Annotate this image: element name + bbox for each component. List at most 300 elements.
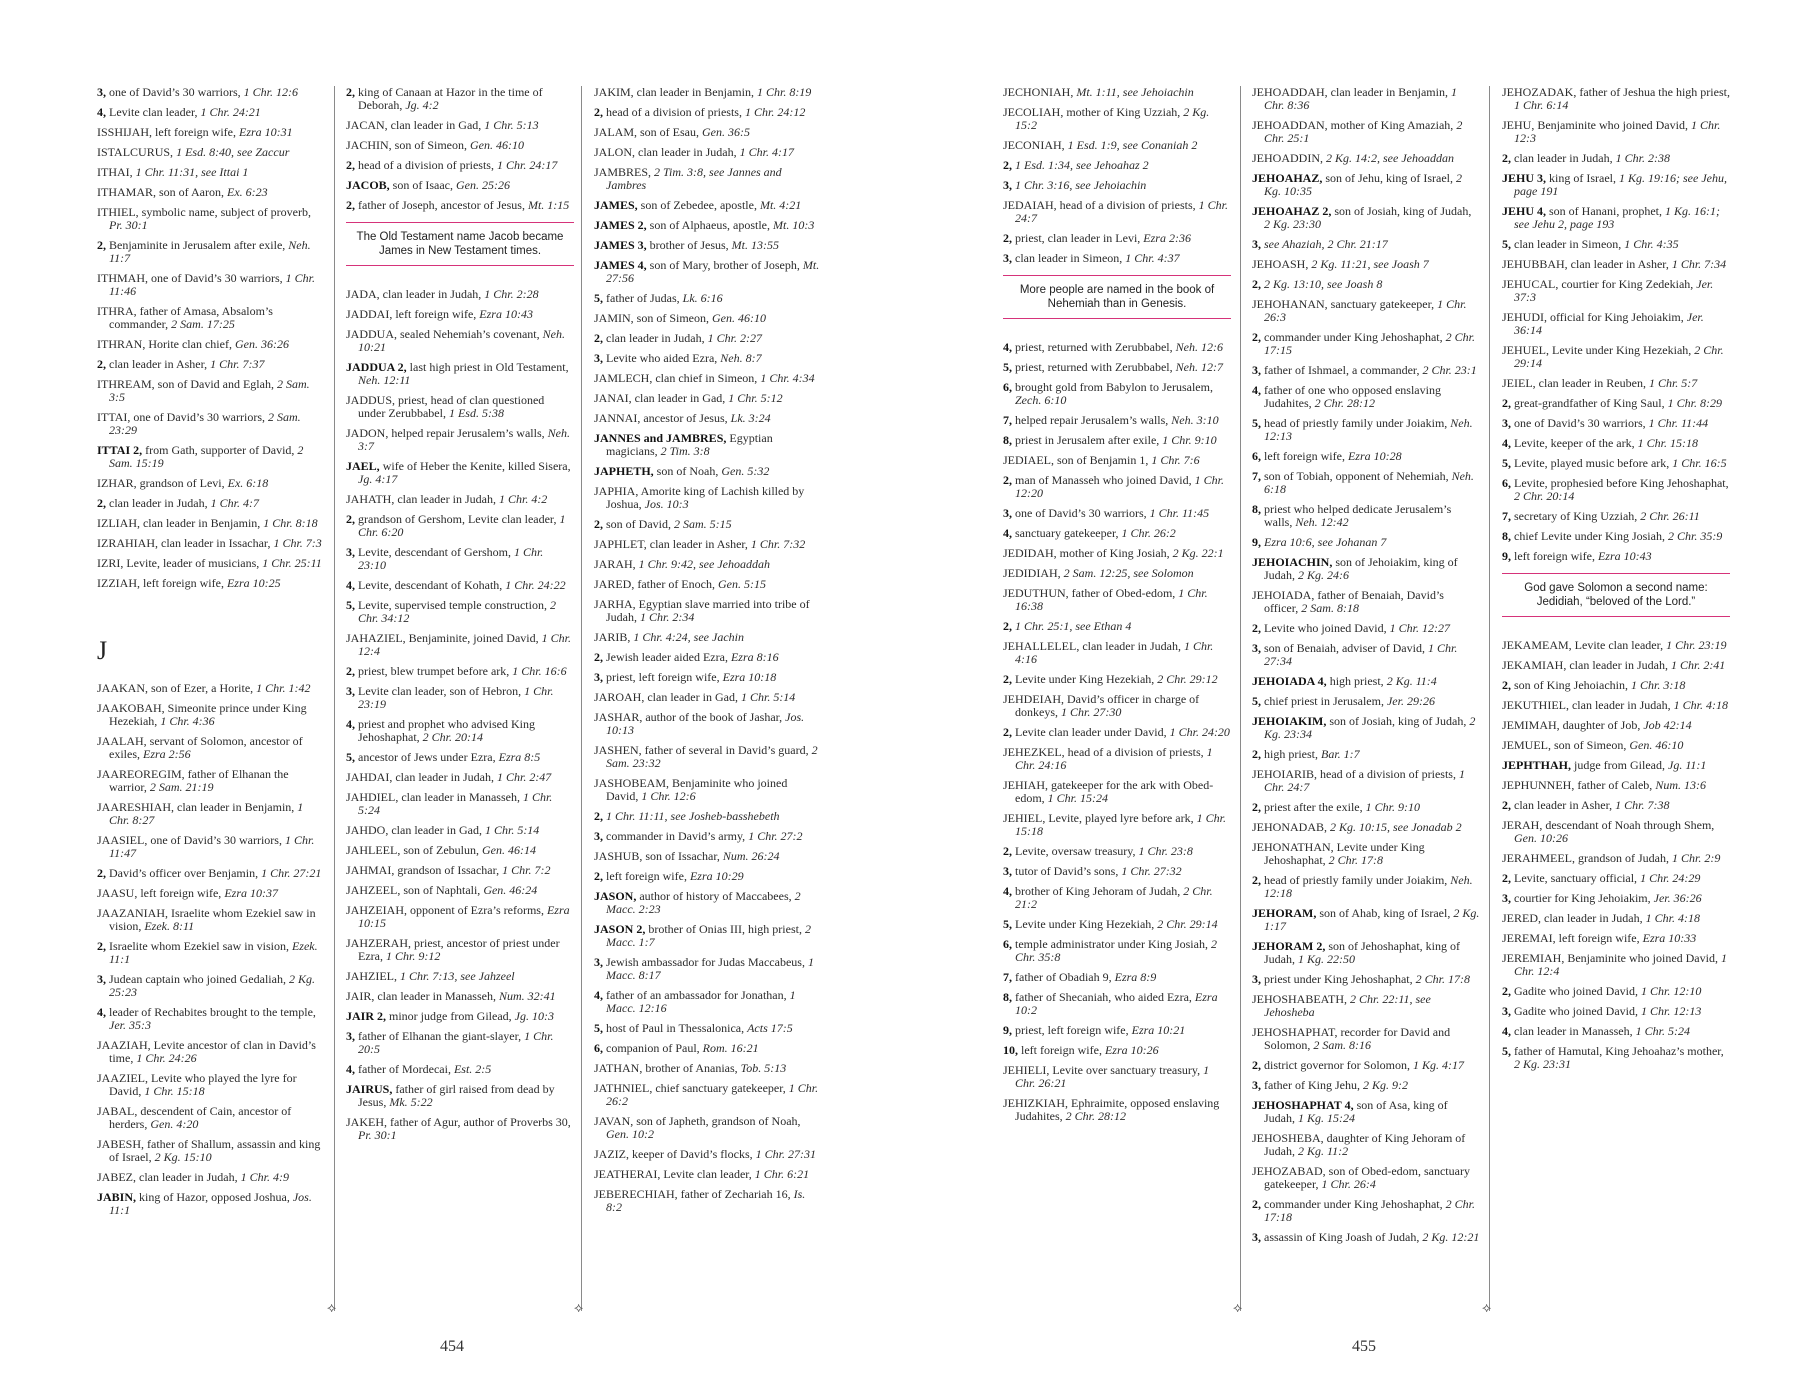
sidebar-note: More people are named in the book of Nehemiah than in Genesis.: [1003, 275, 1231, 319]
entry-number: JEHORAM,: [1252, 906, 1317, 920]
entry-text: son of Jehu, king of Israel,: [1322, 171, 1456, 185]
scripture-reference: Num. 13:6: [1655, 778, 1706, 792]
dictionary-entry: [1502, 397, 1730, 410]
dictionary-entry: [1502, 86, 1730, 112]
scripture-reference: 1 Chr. 11:45: [1149, 506, 1210, 520]
entry-text: temple administrator under King Josiah,: [1012, 937, 1211, 951]
entry-text: ISSHIJAH, left foreign wife,: [97, 125, 239, 139]
scripture-reference: 2 Kg. 11:2: [1298, 1144, 1349, 1158]
dictionary-entry: [1252, 874, 1480, 900]
entry-text: JERAH, descendant of Noah through Shem,: [1502, 818, 1715, 832]
entry-text: priest in Jerusalem after exile,: [1012, 433, 1163, 447]
scripture-reference: Mt. 4:21: [759, 198, 802, 212]
scripture-reference: Ezra 2:36: [1143, 231, 1191, 245]
entry-text: son of Jehoiakim, king of Judah,: [1264, 555, 1458, 582]
entry-text: JAHZIEL,: [346, 969, 400, 983]
dictionary-entry: [97, 358, 325, 371]
entry-text: king of Hazor, opposed Joshua,: [136, 1190, 293, 1204]
entry-number: 7,: [1252, 469, 1261, 483]
dictionary-entry: [97, 1072, 325, 1098]
scripture-reference: Ezra 10:43: [479, 307, 533, 321]
entry-text: clan leader in Judah,: [1511, 151, 1616, 165]
entry-text: father of Judas,: [603, 291, 683, 305]
entry-number: 4,: [1502, 436, 1511, 450]
entry-number: 2,: [1502, 151, 1511, 165]
scripture-reference: 2 Sam. 23:32: [606, 743, 818, 770]
dictionary-entry: [97, 557, 325, 570]
dictionary-entry: [346, 427, 574, 453]
dictionary-entry: [1003, 812, 1231, 838]
entry-text: son of Zebedee, apostle,: [637, 198, 760, 212]
scripture-reference: 2 Sam. 21:19: [149, 780, 214, 794]
dictionary-entry: [346, 493, 574, 506]
scripture-reference: see Ahaziah, 2 Chr. 21:17: [1264, 237, 1388, 251]
dictionary-entry: [97, 1039, 325, 1065]
scripture-reference: 1 Esd. 1:9, see Conaniah 2: [1067, 138, 1198, 152]
scripture-reference: 2 Kg. 22:1: [1172, 546, 1224, 560]
entry-text: JEHOZADAK, father of Jeshua the high priest,: [1502, 85, 1730, 99]
entry-text: JEHIZKIAH, Ephraimite, opposed enslaving Judahites,: [1003, 1096, 1220, 1123]
dictionary-entry: [1502, 530, 1730, 543]
entry-number: 2,: [97, 238, 106, 252]
entry-number: JACOB,: [346, 178, 390, 192]
entry-text: JAAKOBAH, Simeonite prince under King Hezekiah,: [97, 701, 307, 728]
entry-number: 2,: [594, 809, 603, 823]
entry-number: 3,: [594, 829, 603, 843]
rule-ornament-icon: ⟡: [1233, 1301, 1243, 1316]
scripture-reference: 1 Chr. 27:30: [1061, 705, 1122, 719]
entry-number: JABIN,: [97, 1190, 137, 1204]
dictionary-entry: [594, 744, 822, 770]
entry-number: 3,: [1252, 237, 1261, 251]
dictionary-entry: [1252, 1059, 1480, 1072]
entry-text: son of Jehoshaphat, king of Judah,: [1264, 939, 1460, 966]
dictionary-entry: [1502, 437, 1730, 450]
dictionary-entry: [346, 1083, 574, 1109]
scripture-reference: 1 Chr. 4:2: [498, 492, 548, 506]
scripture-reference: Neh. 12:18: [1264, 873, 1473, 900]
dictionary-entry: [1252, 801, 1480, 814]
entry-text: priest and prophet who advised King Jehoshaphat,: [355, 717, 535, 744]
dictionary-entry: [346, 824, 574, 837]
entry-number: 6,: [1003, 937, 1012, 951]
dictionary-entry: [1502, 739, 1730, 752]
entry-number: 3,: [1252, 1230, 1261, 1244]
dictionary-entry: [1252, 258, 1480, 271]
entry-text: JASHOBEAM, Benjaminite who joined David,: [594, 776, 788, 803]
entry-text: father of Ishmael, a commander,: [1261, 363, 1423, 377]
dictionary-entry: [594, 392, 822, 405]
entry-text: Levite, played music before ark,: [1511, 456, 1673, 470]
entry-number: JAMES 2,: [594, 218, 647, 232]
dictionary-entry: [346, 599, 574, 625]
entry-number: 2,: [1252, 873, 1261, 887]
column-rule: [581, 86, 582, 1311]
entry-text: JAAZIEL, Levite who played the lyre for David,: [97, 1071, 297, 1098]
entry-text: Levite who aided Ezra,: [603, 351, 721, 365]
entry-text: son of Ahab, king of Israel,: [1316, 906, 1454, 920]
dictionary-entry: [594, 312, 822, 325]
dictionary-entry: [97, 682, 325, 695]
dictionary-entry: [1502, 1025, 1730, 1038]
scripture-reference: 1 Chr. 11:44: [1648, 416, 1709, 430]
entry-text: JAHDO, clan leader in Gad,: [346, 823, 485, 837]
dictionary-entry: [1003, 567, 1231, 580]
entry-text: clan leader in Simeon,: [1511, 237, 1625, 251]
dictionary-entry: [1252, 821, 1480, 834]
entry-number: JADDUA 2,: [346, 360, 407, 374]
entry-text: ITHRAN, Horite clan chief,: [97, 337, 235, 351]
scripture-reference: 2 Kg. 23:31: [1514, 1057, 1571, 1071]
scripture-reference: Ezra 8:9: [1114, 970, 1157, 984]
scripture-reference: Pr. 30:1: [109, 218, 148, 232]
scripture-reference: 2 Sam. 3:5: [109, 377, 310, 404]
dictionary-entry: [1252, 536, 1480, 549]
dictionary-entry: [1003, 341, 1231, 354]
dictionary-entry: [1502, 172, 1730, 198]
dictionary-entry: [97, 973, 325, 999]
scripture-reference: 1 Chr. 9:10: [1365, 800, 1420, 814]
entry-number: 2,: [594, 869, 603, 883]
dictionary-entry: [1252, 172, 1480, 198]
dictionary-entry: [594, 1188, 822, 1214]
entry-text: left foreign wife,: [1018, 1043, 1105, 1057]
dictionary-entry: [1252, 1198, 1480, 1224]
entry-number: 2,: [1252, 800, 1261, 814]
entry-text: companion of Paul,: [603, 1041, 703, 1055]
entry-text: host of Paul in Thessalonica,: [603, 1021, 748, 1035]
entry-text: priest after the exile,: [1261, 800, 1366, 814]
entry-text: IZRAHIAH, clan leader in Issachar,: [97, 536, 274, 550]
dictionary-entry: [1502, 759, 1730, 772]
scripture-reference: 1 Chr. 24:7: [1264, 767, 1465, 794]
scripture-reference: Jer. 36:14: [1514, 310, 1704, 337]
dictionary-entry: [594, 239, 822, 252]
scripture-reference: 1 Kg. 4:17: [1412, 1058, 1464, 1072]
entry-text: father of Mordecai,: [355, 1062, 454, 1076]
entry-text: assassin of King Joash of Judah,: [1261, 1230, 1423, 1244]
dictionary-entry: [1252, 748, 1480, 761]
scripture-reference: 2 Chr. 17:18: [1264, 1197, 1475, 1224]
scripture-reference: 2 Chr. 35:9: [1667, 529, 1723, 543]
entry-number: 5,: [594, 291, 603, 305]
entry-text: son of Alphaeus, apostle,: [646, 218, 773, 232]
entry-text: JERAHMEEL, grandson of Judah,: [1502, 851, 1672, 865]
dictionary-entry: [346, 685, 574, 711]
entry-number: 2,: [594, 331, 603, 345]
entry-text: JEHALLELEL, clan leader in Judah,: [1003, 639, 1184, 653]
dictionary-entry: [1003, 885, 1231, 911]
scripture-reference: Neh. 12:42: [1295, 515, 1349, 529]
entry-text: JARED, father of Enoch,: [594, 577, 718, 591]
dictionary-entry: [97, 86, 325, 99]
entry-number: 3,: [346, 545, 355, 559]
dictionary-entry: [594, 890, 822, 916]
dictionary-entry: [1003, 232, 1231, 245]
dictionary-entry: [594, 1062, 822, 1075]
dictionary-entry: [594, 332, 822, 345]
entry-text: commander under King Jehoshaphat,: [1261, 1197, 1446, 1211]
entry-text: king of Canaan at Hazor in the time of Deborah,: [355, 85, 543, 112]
scripture-reference: 1 Chr. 9:12: [385, 949, 441, 963]
entry-text: priest under King Jehoshaphat,: [1261, 972, 1416, 986]
dictionary-entry: [594, 1082, 822, 1108]
dictionary-entry: [594, 777, 822, 803]
entry-text: helped repair Jerusalem’s walls,: [1012, 413, 1172, 427]
scripture-reference: Pr. 30:1: [358, 1128, 397, 1142]
scripture-reference: 1 Chr. 7:13, see Jahzeel: [400, 969, 515, 983]
dictionary-entry: [594, 691, 822, 704]
dictionary-entry: [346, 139, 574, 152]
dictionary-entry: [1252, 298, 1480, 324]
dictionary-entry: [594, 166, 822, 192]
dictionary-entry: [346, 771, 574, 784]
entry-text: JECHONIAH,: [1003, 85, 1077, 99]
scripture-reference: 1 Chr. 4:35: [1624, 237, 1679, 251]
entry-text: son of Tobiah, opponent of Nehemiah,: [1261, 469, 1452, 483]
dictionary-entry: [346, 86, 574, 112]
entry-number: 2,: [97, 939, 106, 953]
dictionary-entry: [594, 810, 822, 823]
entry-number: 4,: [346, 717, 355, 731]
entry-text: Levite clan leader, son of Hebron,: [355, 684, 525, 698]
scripture-reference: Ezra 10:15: [358, 903, 570, 930]
entry-number: 2,: [1003, 619, 1012, 633]
scripture-reference: Ezra 8:5: [498, 750, 541, 764]
entry-text: JALAM, son of Esau,: [594, 125, 702, 139]
scripture-reference: 1 Chr. 12:13: [1640, 1004, 1702, 1018]
scripture-reference: 2 Sam. 23:29: [109, 410, 301, 437]
dictionary-entry: [1003, 693, 1231, 719]
entry-number: 9,: [1502, 549, 1511, 563]
dictionary-entry: [594, 1148, 822, 1161]
scripture-reference: 2 Chr. 26:11: [1640, 509, 1700, 523]
entry-text: JECONIAH,: [1003, 138, 1068, 152]
entry-text: commander in David’s army,: [603, 829, 749, 843]
entry-text: father of Obadiah 9,: [1012, 970, 1115, 984]
scripture-reference: 1 Chr. 7:6: [1151, 453, 1200, 467]
scripture-reference: 1 Chr. 8:27: [109, 800, 304, 827]
scripture-reference: Jer. 36:26: [1653, 891, 1702, 905]
scripture-reference: Jos. 11:1: [109, 1190, 312, 1217]
dictionary-entry: [594, 259, 822, 285]
entry-text: JADDAI, left foreign wife,: [346, 307, 480, 321]
entry-number: JASON 2,: [594, 922, 646, 936]
dictionary-entry: [1502, 819, 1730, 845]
scripture-reference: 1 Chr. 2:27: [707, 331, 762, 345]
scripture-reference: Gen. 10:2: [606, 1127, 654, 1141]
entry-text: father of girl raised from dead by Jesus,: [358, 1082, 555, 1109]
entry-text: clan leader in Asher,: [1511, 798, 1616, 812]
entry-number: 2,: [1502, 984, 1511, 998]
entry-number: 2,: [1003, 844, 1012, 858]
entry-number: 6,: [1003, 380, 1012, 394]
entry-text: clan leader in Judah,: [603, 331, 708, 345]
scripture-reference: 1 Chr. 4:24, see Jachin: [633, 630, 744, 644]
dictionary-entry: [1252, 973, 1480, 986]
scripture-reference: Gen. 36:26: [234, 337, 289, 351]
dictionary-entry: [1003, 547, 1231, 560]
scripture-reference: 2 Chr. 35:8: [1015, 937, 1217, 964]
dictionary-entry: [97, 517, 325, 530]
entry-text: priest, left foreign wife,: [603, 670, 723, 684]
entry-text: JAPHLET, clan leader in Asher,: [594, 537, 751, 551]
scripture-reference: 2 Tim. 3:8: [660, 444, 710, 458]
entry-text: JALON, clan leader in Judah,: [594, 145, 740, 159]
dictionary-entry: [1252, 993, 1480, 1019]
entry-number: 2,: [1003, 725, 1012, 739]
entry-number: 3,: [1252, 972, 1261, 986]
dictionary-entry: [97, 1191, 325, 1217]
entry-text: JEHIELI, Levite over sanctuary treasury,: [1003, 1063, 1204, 1077]
scripture-reference: 1 Kg. 16:1; see Jehu 2, page 193: [1514, 204, 1720, 231]
entry-text: JEHOADDAN, mother of King Amaziah,: [1252, 118, 1457, 132]
scripture-reference: 1 Chr. 3:16, see Jehoiachin: [1015, 178, 1147, 192]
dictionary-entry: [97, 206, 325, 232]
entry-text: head of a division of priests,: [355, 158, 497, 172]
scripture-reference: 2 Sam. 17:25: [171, 317, 235, 331]
entry-text: JAHATH, clan leader in Judah,: [346, 492, 499, 506]
scripture-reference: 1 Kg. 22:50: [1298, 952, 1355, 966]
entry-number: JEPHTHAH,: [1502, 758, 1572, 772]
entry-number: JAIRUS,: [346, 1082, 393, 1096]
dictionary-entry: [1252, 205, 1480, 231]
scripture-reference: Ezra 10:6, see Johanan 7: [1264, 535, 1387, 549]
dictionary-entry: [1003, 865, 1231, 878]
entry-text: JEDIDIAH,: [1003, 566, 1064, 580]
entry-text: great-grandfather of King Saul,: [1511, 396, 1668, 410]
entry-text: son of Josiah, king of Judah,: [1331, 204, 1472, 218]
dictionary-entry: [594, 465, 822, 478]
entry-text: JEMUEL, son of Simeon,: [1502, 738, 1630, 752]
dictionary-entry: [97, 887, 325, 900]
scripture-reference: 1 Chr. 26:3: [1264, 297, 1467, 324]
scripture-reference: 1 Chr. 23:19: [358, 684, 554, 711]
entry-number: 2,: [97, 496, 106, 510]
entry-number: 2,: [1252, 1058, 1261, 1072]
entry-text: father of King Jehu,: [1261, 1078, 1363, 1092]
dictionary-entry: [97, 1138, 325, 1164]
dictionary-entry: [97, 907, 325, 933]
scripture-reference: 1 Chr. 12:27: [1389, 621, 1450, 635]
dictionary-entry: [594, 199, 822, 212]
scripture-reference: Jer. 29:26: [1386, 694, 1435, 708]
scripture-reference: 1 Chr. 5:12: [728, 391, 783, 405]
dictionary-entry: [1252, 1132, 1480, 1158]
entry-number: JAMES,: [594, 198, 638, 212]
entry-text: JEHEZKEL, head of a division of priests,: [1003, 745, 1207, 759]
entry-number: 4,: [1003, 526, 1012, 540]
dictionary-entry: [1252, 695, 1480, 708]
scripture-reference: Mt. 10:3: [773, 218, 815, 232]
entry-text: JEHOADDAH, clan leader in Benjamin,: [1252, 85, 1451, 99]
scripture-reference: 1 Chr. 24:29: [1640, 871, 1701, 885]
dictionary-entry: [1252, 1026, 1480, 1052]
entry-number: JEHOIADA 4,: [1252, 674, 1327, 688]
dictionary-entry: [97, 577, 325, 590]
dictionary-entry: [346, 864, 574, 877]
dictionary-entry: [594, 432, 822, 458]
page-number-right: 455: [1352, 1338, 1376, 1355]
entry-number: 2,: [346, 512, 355, 526]
entry-text: JECOLIAH, mother of King Uzziah,: [1003, 105, 1184, 119]
entry-text: JEHOASH,: [1252, 257, 1312, 271]
entry-number: 4,: [97, 1005, 106, 1019]
scripture-reference: Rom. 16:21: [702, 1041, 759, 1055]
entry-number: 3,: [1003, 506, 1012, 520]
dictionary-entry: [346, 394, 574, 420]
scripture-reference: 2 Kg. 10:15, see Jonadab 2: [1330, 820, 1462, 834]
dictionary-entry: [1252, 450, 1480, 463]
entry-number: 5,: [1003, 917, 1012, 931]
entry-text: Levite, sanctuary official,: [1511, 871, 1641, 885]
dictionary-entry: [594, 830, 822, 843]
dictionary-entry: [594, 86, 822, 99]
entry-text: high priest,: [1326, 674, 1387, 688]
dictionary-entry: [1502, 952, 1730, 978]
entry-text: man of Manasseh who joined David,: [1012, 473, 1195, 487]
dictionary-entry: [346, 119, 574, 132]
entry-text: IZHAR, grandson of Levi,: [97, 476, 228, 490]
scripture-reference: 1 Chr. 25:1, see Ethan 4: [1015, 619, 1132, 633]
dictionary-entry: [1003, 1024, 1231, 1037]
entry-text: left foreign wife,: [603, 869, 690, 883]
entry-text: JABESH, father of Shallum, assassin and king of Israel,: [97, 1137, 321, 1164]
entry-text: JAHDAI, clan leader in Judah,: [346, 770, 497, 784]
scripture-reference: 2 Kg. 15:10: [154, 1150, 212, 1164]
scripture-reference: Neh. 8:7: [720, 351, 762, 365]
dictionary-entry: [594, 126, 822, 139]
scripture-reference: 2 Kg. 23:30: [1264, 217, 1321, 231]
dictionary-entry: [97, 126, 325, 139]
entry-number: 8,: [1003, 433, 1012, 447]
entry-number: 9,: [1252, 535, 1261, 549]
entry-number: JAIR 2,: [346, 1009, 387, 1023]
scripture-reference: Neh. 12:7: [1175, 360, 1223, 374]
scripture-reference: Acts 17:5: [747, 1021, 793, 1035]
entry-number: JEHOAHAZ 2,: [1252, 204, 1332, 218]
entry-number: JEHOIACHIN,: [1252, 555, 1333, 569]
dictionary-entry: [97, 239, 325, 265]
dictionary-entry: [1003, 746, 1231, 772]
dictionary-entry: [1003, 673, 1231, 686]
scripture-reference: 2 Kg. 11:4: [1386, 674, 1437, 688]
scripture-reference: 1 Chr. 26:2: [606, 1081, 819, 1108]
entry-text: brother of Jesus,: [646, 238, 732, 252]
dictionary-entry: [594, 578, 822, 591]
scripture-reference: 1 Chr. 23:19: [1666, 638, 1727, 652]
scripture-reference: Gen. 46:10: [470, 138, 525, 152]
entry-text: Levite clan leader under David,: [1012, 725, 1170, 739]
entry-text: Judean captain who joined Gedaliah,: [106, 972, 289, 986]
entry-number: 3,: [594, 351, 603, 365]
dictionary-entry: [594, 219, 822, 232]
dictionary-entry: [1003, 86, 1231, 99]
dictionary-entry: [346, 751, 574, 764]
entry-text: leader of Rechabites brought to the temple,: [106, 1005, 316, 1019]
entry-text: priest, clan leader in Levi,: [1012, 231, 1144, 245]
entry-number: 2,: [1502, 678, 1511, 692]
dictionary-entry: [1502, 119, 1730, 145]
entry-text: JADA, clan leader in Judah,: [346, 287, 485, 301]
entry-text: JAKIM, clan leader in Benjamin,: [594, 85, 757, 99]
entry-number: 2,: [1502, 396, 1511, 410]
entry-number: JEHORAM 2,: [1252, 939, 1326, 953]
dictionary-entry: [346, 546, 574, 572]
dictionary-entry: [594, 956, 822, 982]
scripture-reference: 1 Chr. 7:3: [273, 536, 322, 550]
dictionary-entry: [594, 372, 822, 385]
